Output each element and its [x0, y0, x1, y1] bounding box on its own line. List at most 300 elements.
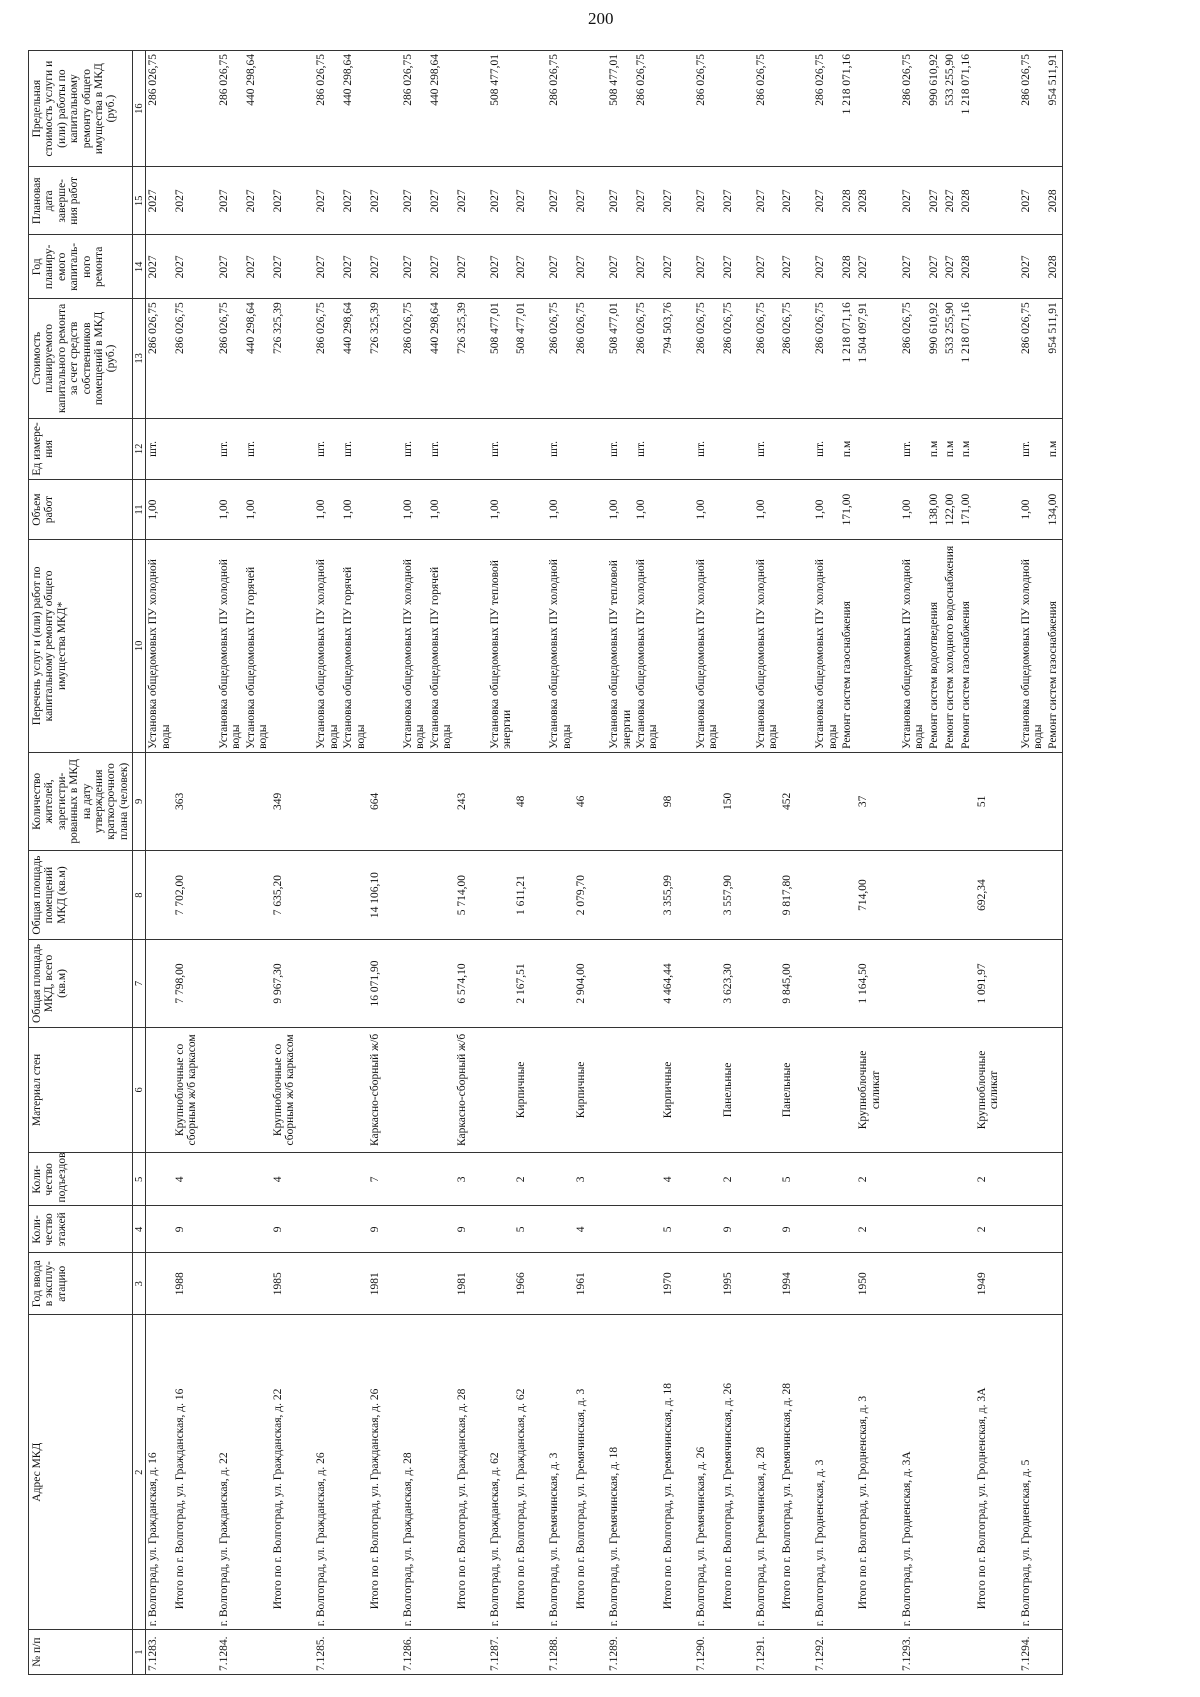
table-cell: Установка общедомовых ПУ горячей воды: [428, 539, 455, 752]
header-row: [29, 51, 133, 1675]
table-cell: [574, 1630, 607, 1675]
table-cell: [314, 940, 341, 1027]
table-cell: 1,00: [1019, 480, 1046, 540]
table-cell: 16 071,90: [368, 940, 401, 1027]
table-cell: 2: [856, 1206, 900, 1253]
table-cell: [547, 1027, 574, 1153]
table-cell: [1046, 1630, 1063, 1675]
table-cell: 9: [271, 1206, 315, 1253]
total-row: [574, 51, 607, 1675]
column-header: Коли-чество подъездов: [29, 1153, 133, 1206]
total-row: [271, 51, 315, 1675]
table-cell: 1,00: [428, 480, 455, 540]
table-cell: Итого по г. Волгоград, ул. Гражданская, д. 22: [271, 1315, 315, 1630]
table-cell: [146, 1027, 173, 1153]
table-cell: 1,00: [488, 480, 515, 540]
table-cell: [780, 480, 813, 540]
table-row: [244, 51, 271, 1675]
table-cell: 1,00: [217, 480, 244, 540]
table-cell: [401, 940, 428, 1027]
table-cell: 2027: [428, 235, 455, 299]
table-cell: 286 026,75: [1019, 299, 1046, 418]
table-cell: 2027: [943, 167, 959, 235]
table-cell: 1981: [455, 1253, 488, 1315]
column-header: Объем работ: [29, 480, 133, 540]
table-cell: [173, 539, 217, 752]
table-cell: 440 298,64: [244, 299, 271, 418]
table-cell: [634, 1153, 661, 1206]
total-row: [780, 51, 813, 1675]
table-row: [927, 51, 943, 1675]
table-cell: 2028: [840, 167, 856, 235]
table-cell: [217, 940, 244, 1027]
table-cell: г. Волгоград, ул. Гражданская, д. 22: [217, 1315, 244, 1630]
table-cell: 171,00: [840, 480, 856, 540]
table-cell: [634, 1253, 661, 1315]
table-cell: [314, 850, 341, 939]
table-cell: [244, 940, 271, 1027]
table-cell: [244, 1630, 271, 1675]
table-cell: 2027: [271, 235, 315, 299]
table-cell: 954 511,91: [1046, 299, 1063, 418]
table-cell: [244, 1206, 271, 1253]
table-cell: 1,00: [694, 480, 721, 540]
column-header: Плановая дата заверше-ния работ: [29, 167, 133, 235]
table-cell: [146, 940, 173, 1027]
table-row: [547, 51, 574, 1675]
table-cell: 286 026,75: [1019, 51, 1046, 167]
table-cell: г. Волгоград, ул. Гражданская, д. 62: [488, 1315, 515, 1630]
total-row: [455, 51, 488, 1675]
table-cell: 2027: [455, 167, 488, 235]
table-cell: [574, 418, 607, 480]
table-cell: шт.: [341, 418, 368, 480]
table-cell: [428, 752, 455, 850]
table-cell: [314, 1253, 341, 1315]
table-cell: 286 026,75: [401, 299, 428, 418]
column-header: Год планиру-емого капиталь-ного ремонта: [29, 235, 133, 299]
column-header: Материал стен: [29, 1027, 133, 1153]
table-cell: [813, 940, 840, 1027]
table-cell: 2027: [661, 235, 694, 299]
table-cell: Итого по г. Волгоград, ул. Гремячинская, д. 18: [661, 1315, 694, 1630]
table-cell: 2027: [244, 167, 271, 235]
total-row: [173, 51, 217, 1675]
table-cell: 122,00: [943, 480, 959, 540]
table-cell: [927, 1315, 943, 1630]
table-cell: [488, 1206, 515, 1253]
table-cell: 286 026,75: [217, 51, 244, 167]
table-cell: [927, 1153, 943, 1206]
table-cell: 440 298,64: [244, 51, 271, 167]
table-cell: 1,00: [900, 480, 927, 540]
table-cell: Ремонт систем газоснабжения: [840, 539, 856, 752]
table-cell: [428, 1153, 455, 1206]
table-cell: [694, 752, 721, 850]
table-cell: 7.1283.: [146, 1630, 173, 1675]
table-cell: [927, 940, 943, 1027]
table-cell: [721, 418, 754, 480]
table-cell: 440 298,64: [341, 51, 368, 167]
table-cell: [900, 1153, 927, 1206]
table-cell: Установка общедомовых ПУ холодной воды: [900, 539, 927, 752]
table-cell: [271, 1630, 315, 1675]
table-cell: 9 845,00: [780, 940, 813, 1027]
table-cell: 286 026,75: [547, 299, 574, 418]
table-cell: 1,00: [547, 480, 574, 540]
table-cell: 2027: [721, 235, 754, 299]
table-cell: 7 635,20: [271, 850, 315, 939]
table-cell: [634, 752, 661, 850]
table-cell: [661, 539, 694, 752]
table-cell: [813, 1153, 840, 1206]
table-cell: 508 477,01: [607, 299, 634, 418]
column-header: Общая площадь помещений МКД (кв.м): [29, 850, 133, 939]
table-cell: 2027: [341, 167, 368, 235]
table-cell: [694, 1153, 721, 1206]
column-header: Общая площадь МКД, всего (кв.м): [29, 940, 133, 1027]
table-cell: 2027: [927, 167, 943, 235]
table-cell: шт.: [754, 418, 781, 480]
table-cell: [927, 752, 943, 850]
table-cell: [943, 1253, 959, 1315]
table-cell: 1 611,21: [514, 850, 547, 939]
table-cell: [780, 539, 813, 752]
column-number: 16: [133, 51, 146, 167]
table-row: [900, 51, 927, 1675]
table-cell: 7.1285.: [314, 1630, 341, 1675]
table-cell: 2: [514, 1153, 547, 1206]
table-cell: 4: [574, 1206, 607, 1253]
column-number: 8: [133, 850, 146, 939]
table-cell: 46: [574, 752, 607, 850]
table-cell: [173, 418, 217, 480]
column-number: 14: [133, 235, 146, 299]
table-cell: [1046, 1206, 1063, 1253]
table-cell: [780, 51, 813, 167]
table-cell: 1950: [856, 1253, 900, 1315]
table-cell: 954 511,91: [1046, 51, 1063, 167]
column-number: 12: [133, 418, 146, 480]
table-cell: Крупноблочные силикат: [856, 1027, 900, 1153]
table-cell: [428, 940, 455, 1027]
table-cell: 2027: [244, 235, 271, 299]
table-cell: шт.: [217, 418, 244, 480]
table-cell: [428, 850, 455, 939]
table-cell: 1 091,97: [975, 940, 1019, 1027]
column-header: № п/п: [29, 1630, 133, 1675]
table-cell: 286 026,75: [574, 299, 607, 418]
table-cell: [943, 752, 959, 850]
table-cell: 7.1284.: [217, 1630, 244, 1675]
table-cell: [1019, 850, 1046, 939]
table-cell: 2027: [927, 235, 943, 299]
table-cell: 1 164,50: [856, 940, 900, 1027]
table-cell: [943, 1630, 959, 1675]
table-cell: 2027: [488, 235, 515, 299]
total-row: [721, 51, 754, 1675]
total-row: [368, 51, 401, 1675]
table-row: [943, 51, 959, 1675]
table-cell: Каркасно-сборный ж/б: [455, 1027, 488, 1153]
table-cell: 171,00: [959, 480, 975, 540]
table-cell: Установка общедомовых ПУ тепловой энергии: [488, 539, 515, 752]
table-cell: [1046, 940, 1063, 1027]
table-cell: Установка общедомовых ПУ горячей воды: [244, 539, 271, 752]
table-cell: 7 798,00: [173, 940, 217, 1027]
table-cell: 1,00: [401, 480, 428, 540]
table-cell: 714,00: [856, 850, 900, 939]
table-cell: [927, 1027, 943, 1153]
table-cell: 2027: [514, 167, 547, 235]
table-cell: 2 079,70: [574, 850, 607, 939]
table-cell: [721, 1630, 754, 1675]
table-cell: [840, 1206, 856, 1253]
table-cell: 440 298,64: [341, 299, 368, 418]
table-cell: [1019, 940, 1046, 1027]
table-cell: п.м: [943, 418, 959, 480]
column-header: Ед измере-ния: [29, 418, 133, 480]
table-cell: 508 477,01: [514, 299, 547, 418]
table-cell: г. Волгоград, ул. Гродненская, д. 3А: [900, 1315, 927, 1630]
table-cell: г. Волгоград, ул. Гремячинская, д. 26: [694, 1315, 721, 1630]
table-cell: 2027: [455, 235, 488, 299]
table-cell: [173, 51, 217, 167]
table-cell: [173, 1630, 217, 1675]
table-cell: 533 255,90: [943, 299, 959, 418]
table-cell: 794 503,76: [661, 299, 694, 418]
table-cell: [840, 1027, 856, 1153]
table-cell: 452: [780, 752, 813, 850]
table-cell: [975, 299, 1019, 418]
table-cell: [146, 1206, 173, 1253]
table-cell: [514, 1630, 547, 1675]
table-cell: 2027: [813, 235, 840, 299]
table-cell: 2027: [661, 167, 694, 235]
table-cell: [488, 850, 515, 939]
table-body: [146, 51, 1062, 1675]
table-cell: 5: [514, 1206, 547, 1253]
column-number: 6: [133, 1027, 146, 1153]
table-cell: [840, 752, 856, 850]
table-cell: 14 106,10: [368, 850, 401, 939]
table-cell: Установка общедомовых ПУ холодной воды: [1019, 539, 1046, 752]
table-cell: [574, 51, 607, 167]
table-cell: 726 325,39: [368, 299, 401, 418]
table-cell: [634, 1630, 661, 1675]
table-cell: 2027: [943, 235, 959, 299]
table-cell: [975, 1630, 1019, 1675]
table-cell: 9: [368, 1206, 401, 1253]
table-cell: [975, 418, 1019, 480]
table-cell: п.м: [959, 418, 975, 480]
table-cell: [146, 1153, 173, 1206]
table-cell: 2027: [547, 167, 574, 235]
table-cell: [780, 418, 813, 480]
table-cell: Крупноблочные силикат: [975, 1027, 1019, 1153]
table-cell: [959, 1253, 975, 1315]
table-cell: 2027: [1019, 167, 1046, 235]
table-cell: шт.: [428, 418, 455, 480]
table-cell: 286 026,75: [813, 299, 840, 418]
table-cell: г. Волгоград, ул. Гремячинская, д. 28: [754, 1315, 781, 1630]
table-cell: [754, 1253, 781, 1315]
column-header: Год ввода в эксплу-атацию: [29, 1253, 133, 1315]
table-cell: [959, 1153, 975, 1206]
table-cell: 7.1291.: [754, 1630, 781, 1675]
table-cell: [514, 480, 547, 540]
table-cell: [1019, 752, 1046, 850]
column-number: 13: [133, 299, 146, 418]
table-cell: [455, 539, 488, 752]
table-cell: [488, 1153, 515, 1206]
table-cell: шт.: [244, 418, 271, 480]
column-number: 7: [133, 940, 146, 1027]
table-cell: 1949: [975, 1253, 1019, 1315]
table-cell: [840, 1315, 856, 1630]
table-cell: шт.: [401, 418, 428, 480]
table-cell: 286 026,75: [173, 299, 217, 418]
table-cell: Установка общедомовых ПУ холодной воды: [634, 539, 661, 752]
table-cell: [401, 752, 428, 850]
table-cell: 6 574,10: [455, 940, 488, 1027]
table-cell: Ремонт систем водоотведения: [927, 539, 943, 752]
table-cell: [975, 539, 1019, 752]
table-cell: [217, 1153, 244, 1206]
table-cell: [314, 752, 341, 850]
table-cell: [634, 1027, 661, 1153]
table-cell: [341, 1253, 368, 1315]
table-cell: 9 817,80: [780, 850, 813, 939]
table-cell: 726 325,39: [455, 299, 488, 418]
table-cell: 2027: [173, 235, 217, 299]
table-cell: 286 026,75: [634, 299, 661, 418]
table-cell: 5: [661, 1206, 694, 1253]
total-row: [661, 51, 694, 1675]
table-cell: 7 702,00: [173, 850, 217, 939]
table-cell: [634, 850, 661, 939]
table-cell: [607, 940, 634, 1027]
table-cell: 1,00: [754, 480, 781, 540]
table-cell: 2028: [959, 167, 975, 235]
table-cell: 2027: [368, 167, 401, 235]
table-cell: 440 298,64: [428, 299, 455, 418]
table-cell: 440 298,64: [428, 51, 455, 167]
table-cell: 3 557,90: [721, 850, 754, 939]
table-cell: 2027: [217, 235, 244, 299]
column-number: 9: [133, 752, 146, 850]
table-cell: 286 026,75: [780, 299, 813, 418]
table-cell: 2027: [721, 167, 754, 235]
table-cell: 508 477,01: [607, 51, 634, 167]
table-cell: 2027: [368, 235, 401, 299]
table-cell: 349: [271, 752, 315, 850]
table-cell: [244, 1153, 271, 1206]
table-cell: [368, 51, 401, 167]
table-cell: [900, 1027, 927, 1153]
table-cell: 286 026,75: [754, 299, 781, 418]
table-cell: [900, 752, 927, 850]
table-cell: [900, 850, 927, 939]
table-cell: 2027: [856, 235, 900, 299]
table-cell: Итого по г. Волгоград, ул. Гражданская, д. 16: [173, 1315, 217, 1630]
table-cell: [943, 1027, 959, 1153]
table-cell: [341, 1027, 368, 1153]
table-row: [488, 51, 515, 1675]
table-cell: [721, 539, 754, 752]
table-cell: 48: [514, 752, 547, 850]
table-cell: 2027: [574, 167, 607, 235]
table-cell: [547, 752, 574, 850]
table-cell: [943, 1315, 959, 1630]
table-cell: 2027: [634, 235, 661, 299]
table-cell: 286 026,75: [547, 51, 574, 167]
table-cell: 2027: [900, 167, 927, 235]
table-cell: 2027: [173, 167, 217, 235]
table-cell: 286 026,75: [721, 299, 754, 418]
table-cell: [1019, 1206, 1046, 1253]
table-cell: шт.: [488, 418, 515, 480]
table-cell: 7.1289.: [607, 1630, 634, 1675]
table-cell: [959, 850, 975, 939]
table-cell: [634, 1206, 661, 1253]
table-cell: 363: [173, 752, 217, 850]
table-cell: 286 026,75: [813, 51, 840, 167]
table-cell: [900, 940, 927, 1027]
table-cell: 2027: [694, 235, 721, 299]
table-cell: 9: [173, 1206, 217, 1253]
table-cell: 243: [455, 752, 488, 850]
table-cell: [428, 1206, 455, 1253]
table-cell: [314, 1206, 341, 1253]
table-cell: [547, 850, 574, 939]
table-cell: 2027: [401, 235, 428, 299]
table-cell: [856, 480, 900, 540]
table-cell: Установка общедомовых ПУ холодной воды: [146, 539, 173, 752]
table-cell: [1019, 1027, 1046, 1153]
table-cell: Установка общедомовых ПУ холодной воды: [217, 539, 244, 752]
table-cell: [401, 1253, 428, 1315]
table-cell: [607, 1153, 634, 1206]
column-header: Перечень услуг и (или) работ по капитальному ремонту общего имущества МКД*: [29, 539, 133, 752]
table-cell: [488, 940, 515, 1027]
table-cell: 1966: [514, 1253, 547, 1315]
table-cell: [813, 1206, 840, 1253]
table-cell: [271, 418, 315, 480]
table-cell: 2027: [271, 167, 315, 235]
table-cell: 2027: [900, 235, 927, 299]
table-cell: [514, 418, 547, 480]
table-cell: 2027: [314, 167, 341, 235]
table-cell: [721, 51, 754, 167]
table-cell: [146, 850, 173, 939]
table-cell: [927, 1630, 943, 1675]
table-cell: 2028: [1046, 167, 1063, 235]
table-cell: [1046, 1315, 1063, 1630]
table-cell: 2028: [959, 235, 975, 299]
table-cell: 1,00: [813, 480, 840, 540]
table-cell: шт.: [694, 418, 721, 480]
column-number-row: [133, 51, 146, 1675]
table-cell: [754, 940, 781, 1027]
table-cell: Кирпичные: [574, 1027, 607, 1153]
table-cell: [455, 51, 488, 167]
column-header: Адрес МКД: [29, 1315, 133, 1630]
table-cell: [244, 850, 271, 939]
table-cell: [634, 1315, 661, 1630]
table-cell: шт.: [146, 418, 173, 480]
table-cell: 1961: [574, 1253, 607, 1315]
